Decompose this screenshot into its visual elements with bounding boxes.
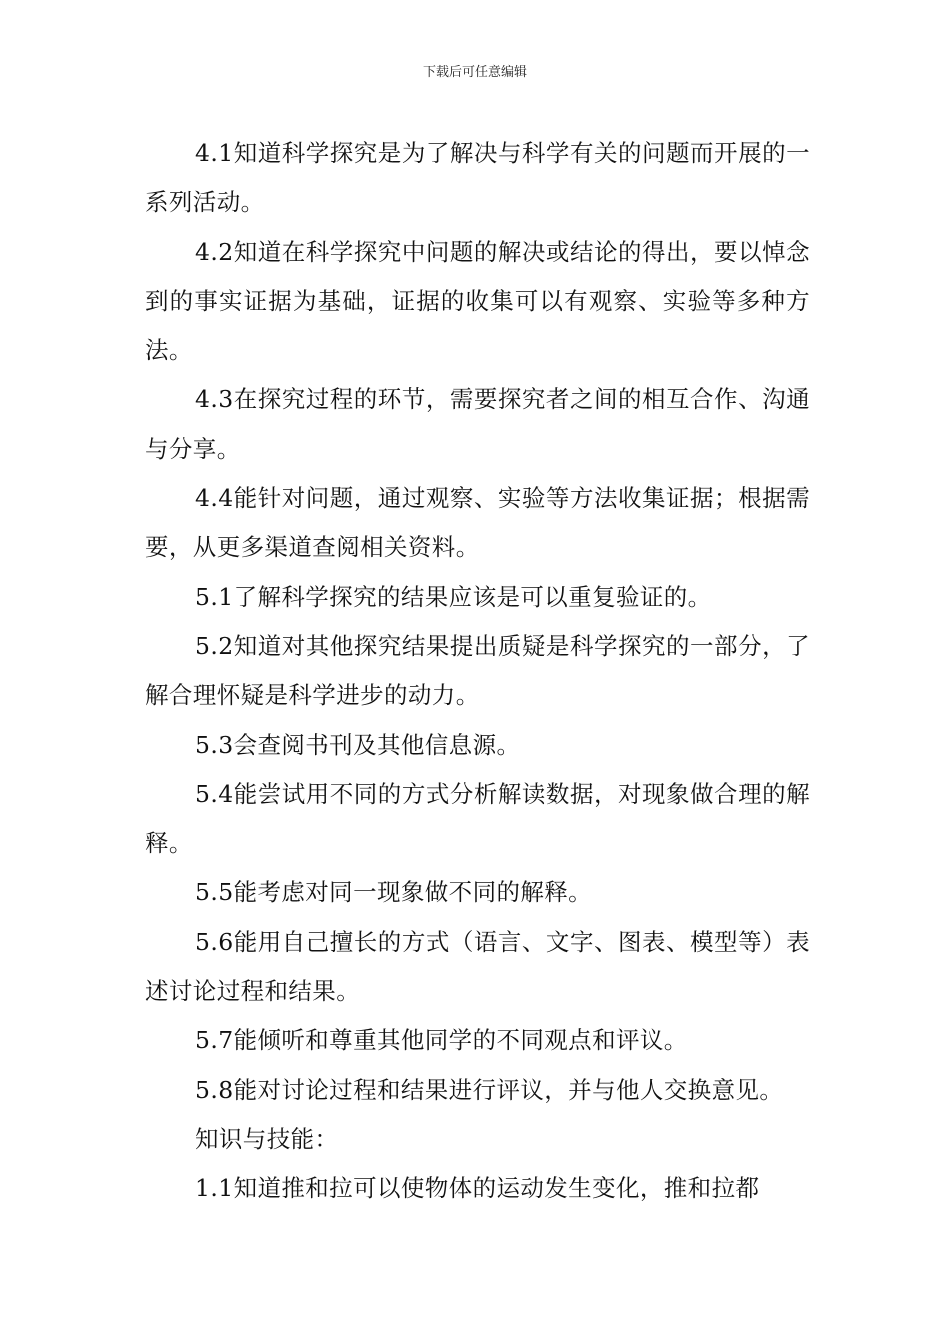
paragraph-4-3: 4.3在探究过程的环节，需要探究者之间的相互合作、沟通与分享。 (145, 385, 810, 463)
paragraph-4-1: 4.1知道科学探究是为了解决与科学有关的问题而开展的一系列活动。 (145, 139, 810, 217)
section-heading-knowledge-skills: 知识与技能： (195, 1124, 339, 1153)
paragraph-4-4: 4.4能针对问题，通过观察、实验等方法收集证据；根据需要，从更多渠道查阅相关资料。 (145, 484, 810, 562)
paragraph-5-2: 5.2知道对其他探究结果提出质疑是科学探究的一部分，了解合理怀疑是科学进步的动力。 (145, 631, 810, 710)
page-header: 下载后可任意编辑 (422, 65, 527, 80)
paragraph-5-5: 5.5能考虑对同一现象做不同的解释。 (195, 878, 593, 907)
paragraph-5-6: 5.6能用自己擅长的方式（语言、文字、图表、模型等）表述讨论过程和结果。 (145, 927, 810, 1006)
paragraph-5-1: 5.1了解科学探究的结果应该是可以重复验证的。 (195, 582, 712, 611)
paragraph-1-1: 1.1知道推和拉可以使物体的运动发生变化，推和拉都 (195, 1174, 760, 1203)
paragraph-5-3: 5.3会查阅书刊及其他信息源。 (195, 730, 521, 759)
paragraph-5-4: 5.4能尝试用不同的方式分析解读数据，对现象做合理的解释。 (145, 779, 810, 858)
paragraph-4-2: 4.2知道在科学探究中问题的解决或结论的得出，要以悼念到的事实证据为基础，证据的收集可以有观察、实验等多种方法。 (145, 237, 810, 365)
document-body (145, 129, 810, 1214)
paragraph-5-7: 5.7能倾听和尊重其他同学的不同观点和评议。 (195, 1026, 688, 1055)
paragraph-5-8: 5.8能对讨论过程和结果进行评议，并与他人交换意见。 (195, 1075, 784, 1104)
